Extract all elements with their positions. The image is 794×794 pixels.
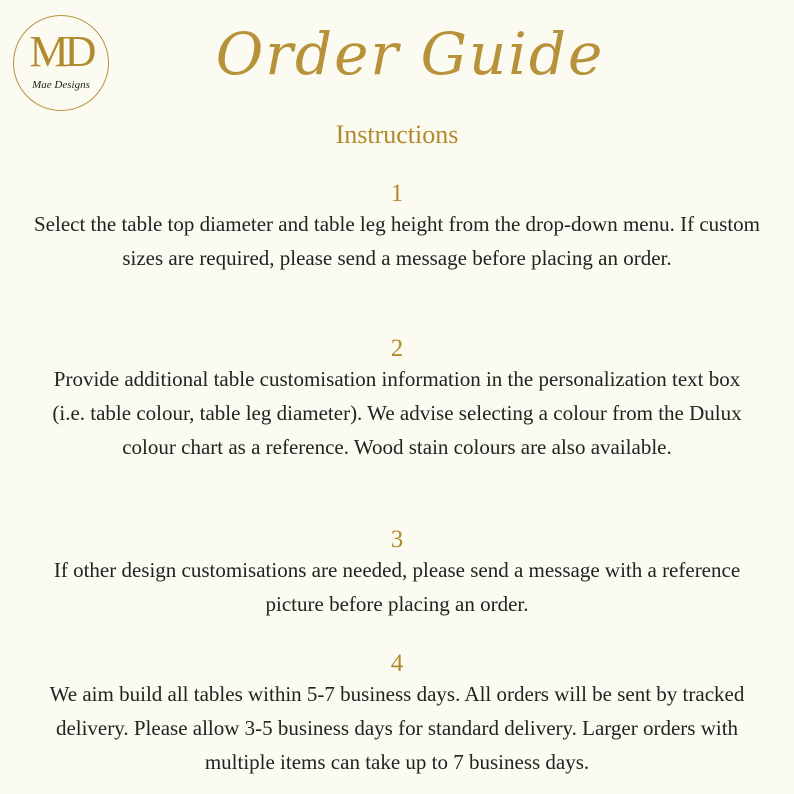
step-text: Provide additional table customisation information in the personalization text box (i.e. table colour, table leg diameter). We advise selecting a colour from the Dulux colour chart as a reference. Wood stain colours are also available. bbox=[52, 367, 742, 459]
page-title: Order Guide bbox=[215, 20, 605, 88]
instruction-step bbox=[20, 651, 774, 779]
step-number: 4 bbox=[390, 650, 404, 677]
instruction-step bbox=[20, 336, 774, 464]
section-heading: Instructions bbox=[335, 120, 459, 149]
step-number: 1 bbox=[390, 180, 404, 207]
step-number: 3 bbox=[390, 526, 404, 553]
step-text: We aim build all tables within 5-7 business days. All orders will be sent by tracked delivery. Please allow 3-5 business days for standard delivery. Larger orders with multiple items can take up to 7 business days. bbox=[49, 682, 745, 774]
instruction-step bbox=[20, 527, 774, 621]
instruction-step bbox=[20, 181, 774, 275]
logo-brand-name: Mae Designs bbox=[32, 79, 90, 91]
brand-logo bbox=[13, 15, 109, 111]
step-text: Select the table top diameter and table leg height from the drop-down menu. If custom sizes are required, please send a message before placing an order. bbox=[33, 212, 761, 270]
logo-monogram: MD bbox=[29, 27, 93, 76]
step-text: If other design customisations are needed, please send a message with a reference picture before placing an order. bbox=[53, 558, 741, 616]
step-number: 2 bbox=[390, 335, 404, 362]
